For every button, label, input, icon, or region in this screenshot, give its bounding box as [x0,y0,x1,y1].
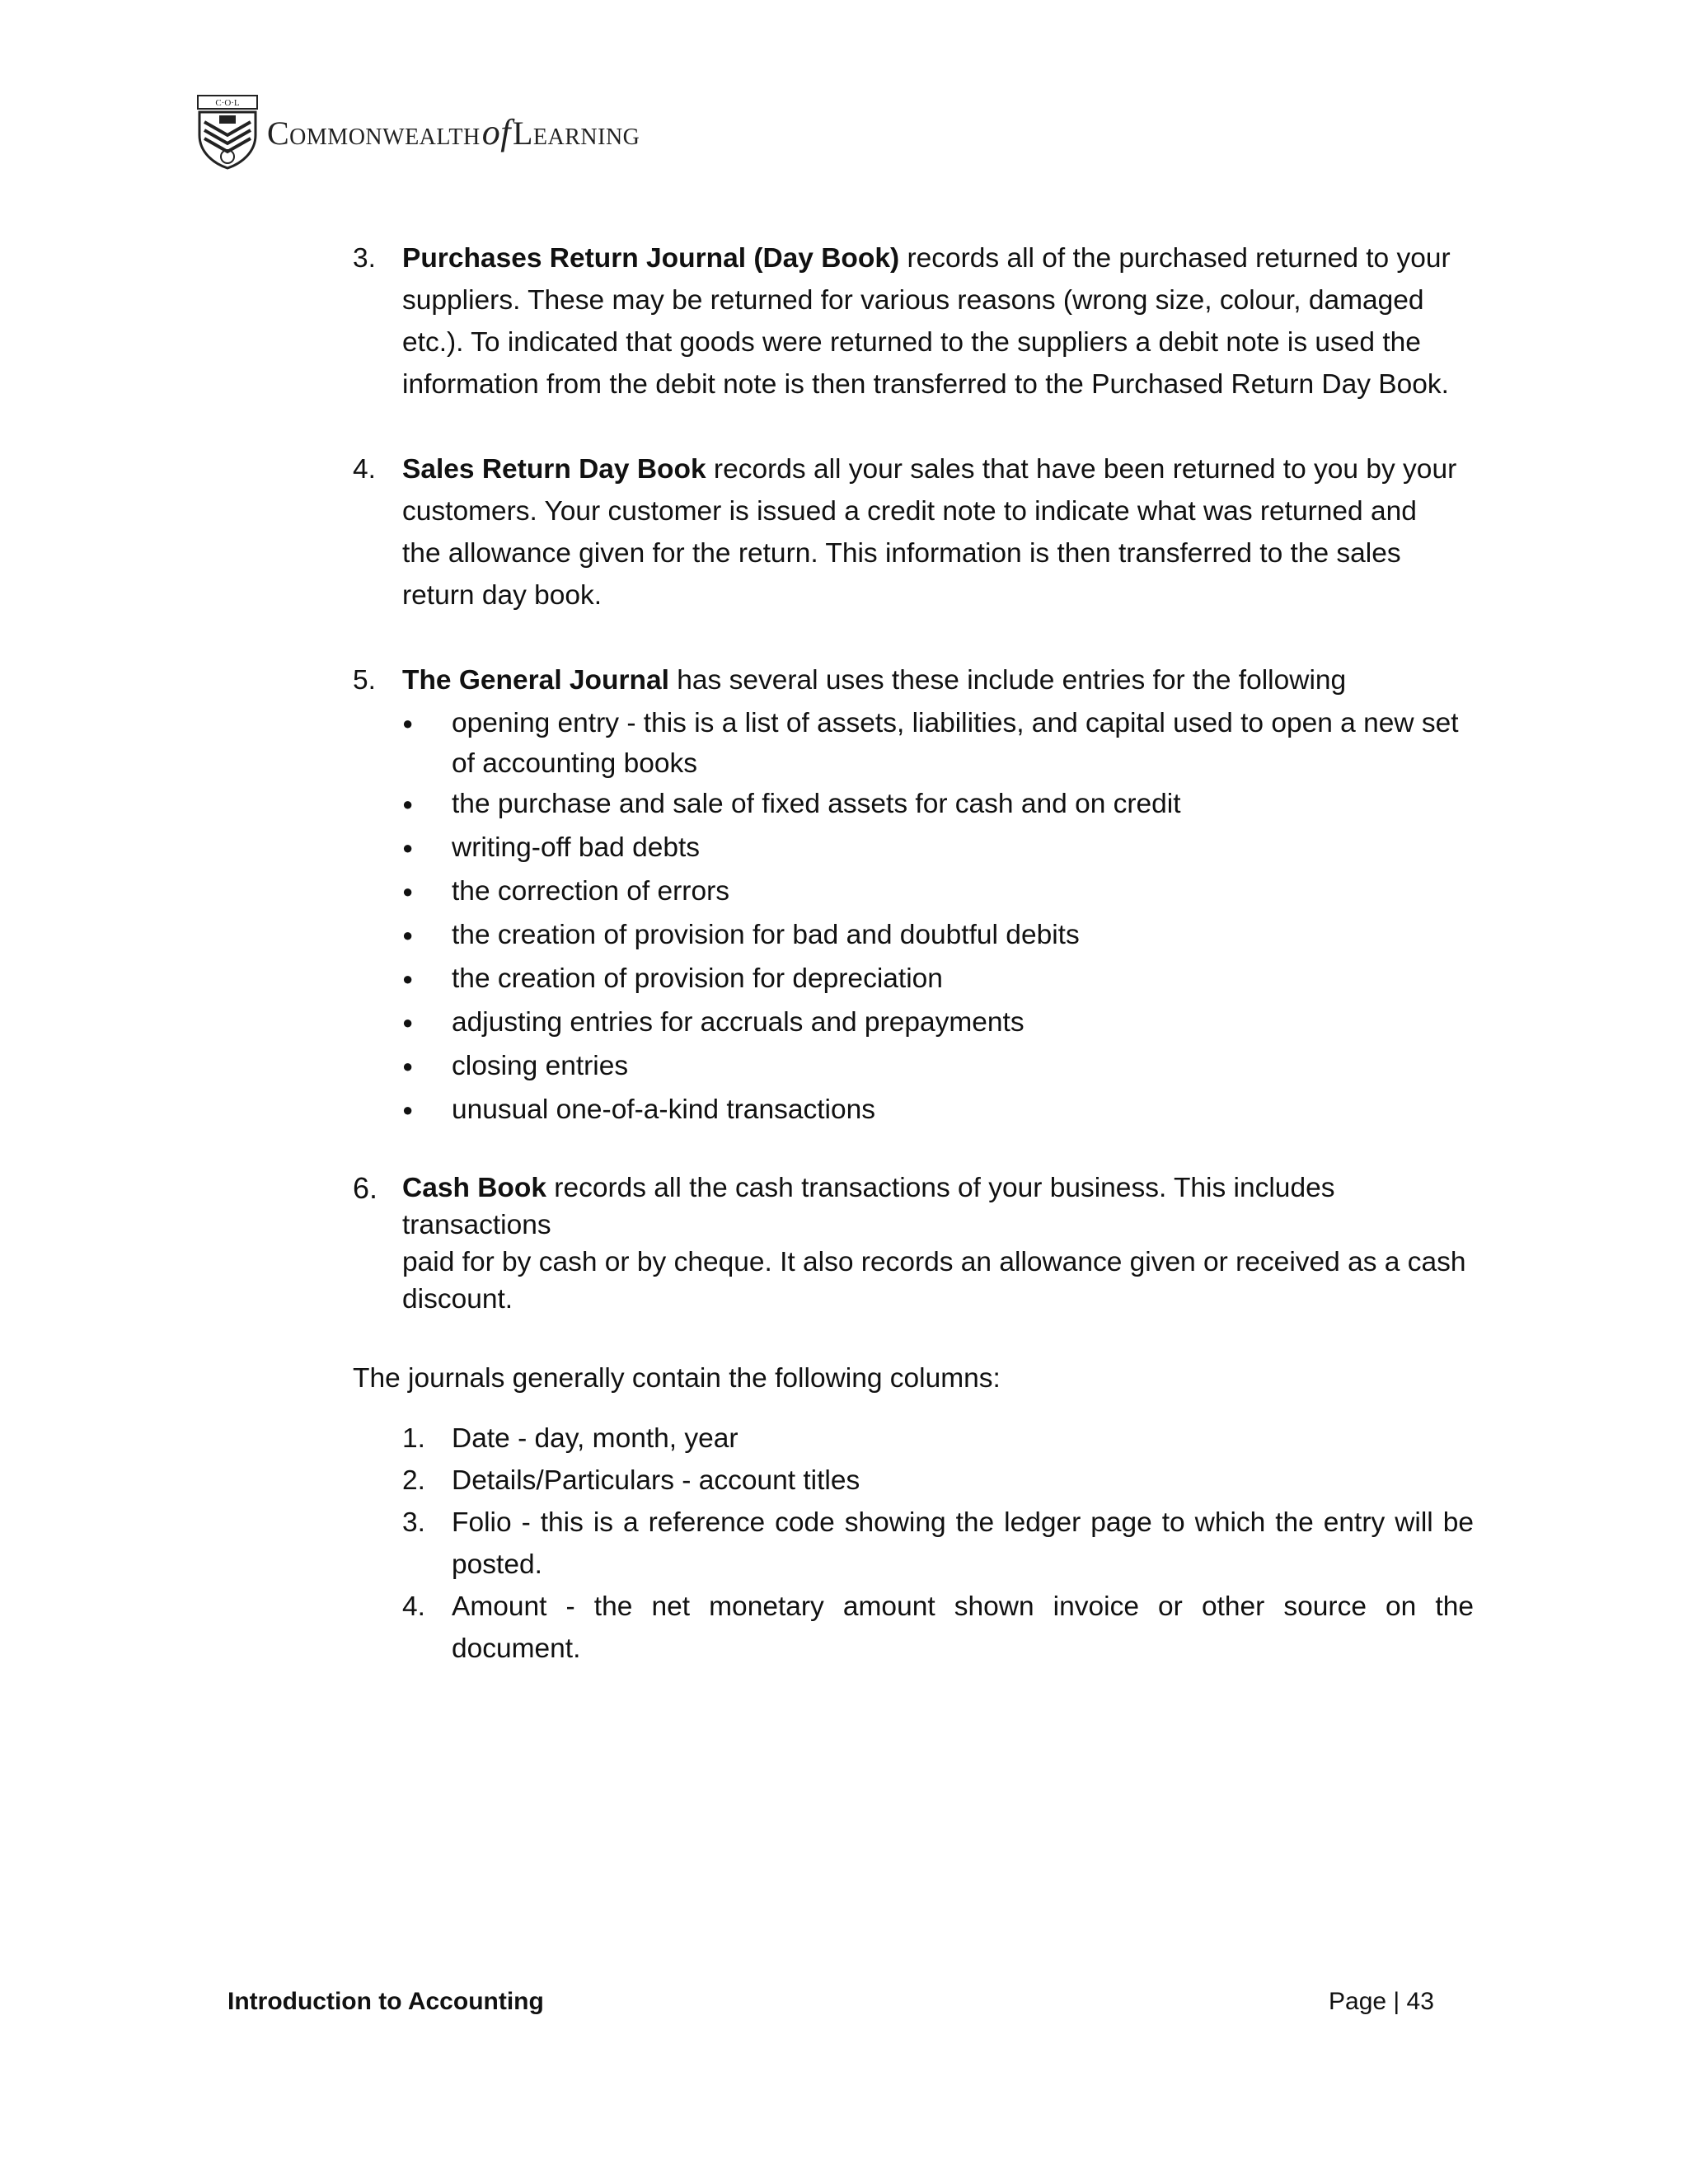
columns-list [353,1418,1474,1670]
column-item: 2. Details/Particulars - account titles [402,1465,860,1496]
bullet-item: ● the purchase and sale of fixed assets for cash and on credit [402,782,1474,826]
logo-wordmark [267,111,640,153]
item-line: information from the debit note is then transferred to the Purchased Return Day Book. [402,369,1449,400]
bullet-icon: ● [402,881,414,902]
logo-badge: C·O·L [215,98,240,108]
footer-title: Introduction to Accounting [227,1988,544,2015]
column-item-continuation: posted. [452,1549,542,1580]
item-number: 4. [353,454,376,485]
bullet-icon: ● [402,837,414,858]
col-logo [196,94,640,170]
bullet-item: ● adjusting entries for accruals and prepayments [402,1001,1474,1044]
logo-text-commonwealth: Commonwealth [267,114,481,152]
bullet-icon: ● [402,1099,414,1120]
item-title: Sales Return Day Book [402,454,706,485]
column-item: 1. Date - day, month, year [402,1423,738,1454]
bullet-item: ● writing-off bad debts [402,826,1474,869]
item-line: return day book. [402,580,603,611]
item-number: 5. [353,665,376,696]
bullet-icon: ● [402,968,414,989]
item-line: suppliers. These may be returned for various reasons (wrong size, colour, damaged [402,285,1424,316]
item-line: the allowance given for the return. This information is then transferred to the sales [402,538,1401,569]
item-number: 3. [353,243,376,274]
bullet-item: ● the creation of provision for depreciation [402,957,1474,1001]
list-item-sales-return [353,448,1474,616]
col-crest-icon [196,94,259,170]
bullet-item: ● opening entry - this is a list of assets, liabilities, and capital used to open a new set [402,701,1474,745]
bullet-icon: ● [402,925,414,945]
bullet-icon: ● [402,713,414,733]
column-item-continuation: document. [452,1633,581,1664]
item-line: customers. Your customer is issued a credit note to indicate what was returned and [402,496,1417,527]
list-item-general-journal [353,659,1474,1132]
main-content [353,237,1474,1670]
item-line: paid for by cash or by cheque. It also records an allowance given or received as a cash [402,1247,1466,1277]
bullet-icon: ● [402,1012,414,1033]
item-title: Purchases Return Journal (Day Book) [402,243,900,274]
columns-intro: The journals generally contain the following columns: [353,1363,1001,1394]
item-title: Cash Book [402,1173,546,1203]
logo-text-of: of [481,111,511,152]
item-line: has several uses these include entries for the following [668,665,1347,696]
general-journal-uses [402,701,1474,1132]
item-line: records all your sales that have been returned to you by your [706,454,1457,485]
column-item: 3. Folio - this is a reference code showing the ledger page to which the entry will be [402,1507,1474,1538]
bullet-item-continuation: of accounting books [452,748,697,779]
bullet-item: ● the creation of provision for bad and doubtful debits [402,913,1474,957]
bullet-item: ● the correction of errors [402,869,1474,913]
bullet-icon: ● [402,1056,414,1076]
bullet-item: ● unusual one-of-a-kind transactions [402,1088,1474,1132]
logo-text-learning: Learning [512,114,640,152]
item-line: etc.). To indicated that goods were returned to the suppliers a debit note is used the [402,327,1421,358]
item-line: records all the cash transactions of your business. This includes transactions [402,1173,1335,1240]
footer-page-number: Page | 43 [1329,1988,1434,2015]
item-line: records all of the purchased returned to your [899,243,1451,274]
item-number: 6. [353,1171,378,1205]
list-item-cash-book [353,1169,1474,1318]
item-title: The General Journal [402,665,669,696]
bullet-item: ● closing entries [402,1044,1474,1088]
list-item-purchases-return [353,237,1474,405]
bullet-icon: ● [402,794,414,814]
column-item: 4. Amount - the net monetary amount shown invoice or other source on the [402,1591,1474,1622]
item-line: discount. [402,1284,513,1315]
